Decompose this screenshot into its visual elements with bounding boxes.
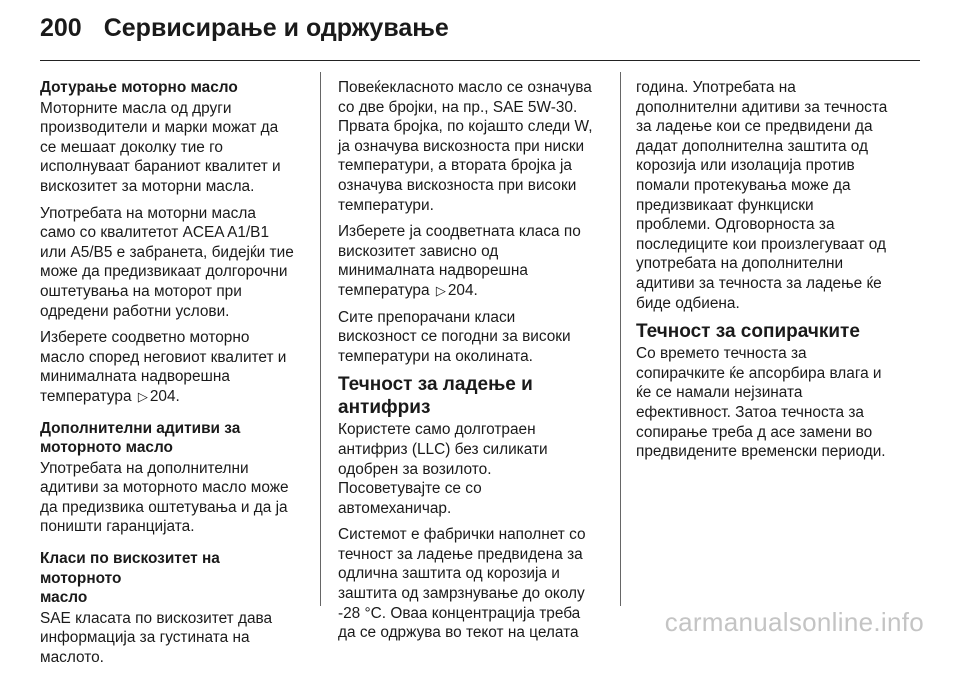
page-title: Сервисирање и одржување bbox=[103, 14, 449, 42]
para-factory-fill: Системот е фабрички наполнет со течност за ладење предвидена за одлична заштита од корозија и заштита од замрзнување до околу -28 °C. Оваа концентрација треба да се одржува во текот на целата bbox=[338, 526, 586, 642]
heading-oil-additives: Дополнителни адитиви за моторното масло bbox=[40, 419, 241, 457]
heading-coolant-antifreeze: Течност за ладење и антифриз bbox=[338, 374, 533, 419]
column-2 bbox=[338, 78, 596, 650]
para-oil-mixing: Моторните масла од други производители и марки можат да се мешаат доколку тие го исполнуваат бараниот квалитет и вискозитет за моторни масла. bbox=[40, 99, 281, 195]
para-oil-additives: Употребата на дополнителни адитиви за моторното масло може да предизвика оштетувања и да ја поништи гаранцијата. bbox=[40, 459, 289, 536]
para-choose-viscosity: Изберете ја соодветната класа по вискозитет зависно од минималната надворешна температура ▷ 204. bbox=[338, 223, 581, 299]
page-reference-arrow-icon: ▷ bbox=[435, 282, 446, 298]
page-reference-link[interactable]: 204. bbox=[447, 281, 478, 299]
para-sae-class: SAE класата по вискозитет дава информација за густината на маслото. bbox=[40, 609, 273, 667]
para-multigrade-oil: Повеќекласното масло се означува со две бројки, на пр., SAE 5W-30. Првата бројка, по којашто следи W, ја означува вискозноста при ниски температури, а втората бројка ја означува вискозноста при високи температури. bbox=[338, 79, 593, 214]
para-coolant-additives: година. Употребата на дополнителни адитиви за течноста за ладење кои се предвидени да дадат дополнителна заштита од корозија или изолација против помали протекувања може да предизвикаат функциски проблеми. Одговорноста за последиците кои произлегуваат од употребата на дополнителни адитиви за течноста за ладење ќе биде одбиена. bbox=[636, 79, 888, 312]
column-divider-2 bbox=[620, 72, 621, 606]
para-brake-fluid: Со времето течноста за сопирачките ќе апсорбира влага и ќе се намали нејзината ефективност. Затоа течноста за сопирање треба д асе замени во предвидените временски периоди. bbox=[636, 345, 886, 461]
heading-brake-fluid: Течност за сопирачките bbox=[636, 321, 860, 343]
para-select-oil: Изберете соодветно моторно масло според неговиот квалитет и минималната надворешна температура ▷ 204. bbox=[40, 329, 287, 405]
heading-oil-topup: Дотурање моторно масло bbox=[40, 79, 238, 96]
watermark: carmanualsonline.info bbox=[664, 607, 924, 637]
column-divider-1 bbox=[320, 72, 321, 606]
para-all-classes: Сите препорачани класи вискозност се погодни за високи температури на околината. bbox=[338, 308, 571, 365]
para-coolant-use: Користете само долготраен антифриз (LLC) без силикати одобрен за возилото. Посоветувајте се со автомеханичар. bbox=[338, 421, 548, 517]
page-header bbox=[40, 14, 449, 54]
heading-viscosity-classes: Класи по вискозитет на моторното масло bbox=[40, 550, 220, 607]
page-number: 200 bbox=[40, 14, 82, 42]
header-divider bbox=[40, 60, 920, 61]
para-acea-prohibited: Употребата на моторни масла само со квалитетот ACEA A1/B1 или A5/B5 е забранета, бидејќи тие може да предизвикаат долгорочни оштетувања на моторот при одредени работни услови. bbox=[40, 204, 294, 320]
column-1 bbox=[40, 78, 298, 675]
page-reference-link[interactable]: 204. bbox=[149, 387, 180, 405]
column-3 bbox=[636, 78, 894, 469]
page-reference-arrow-icon: ▷ bbox=[137, 388, 148, 404]
